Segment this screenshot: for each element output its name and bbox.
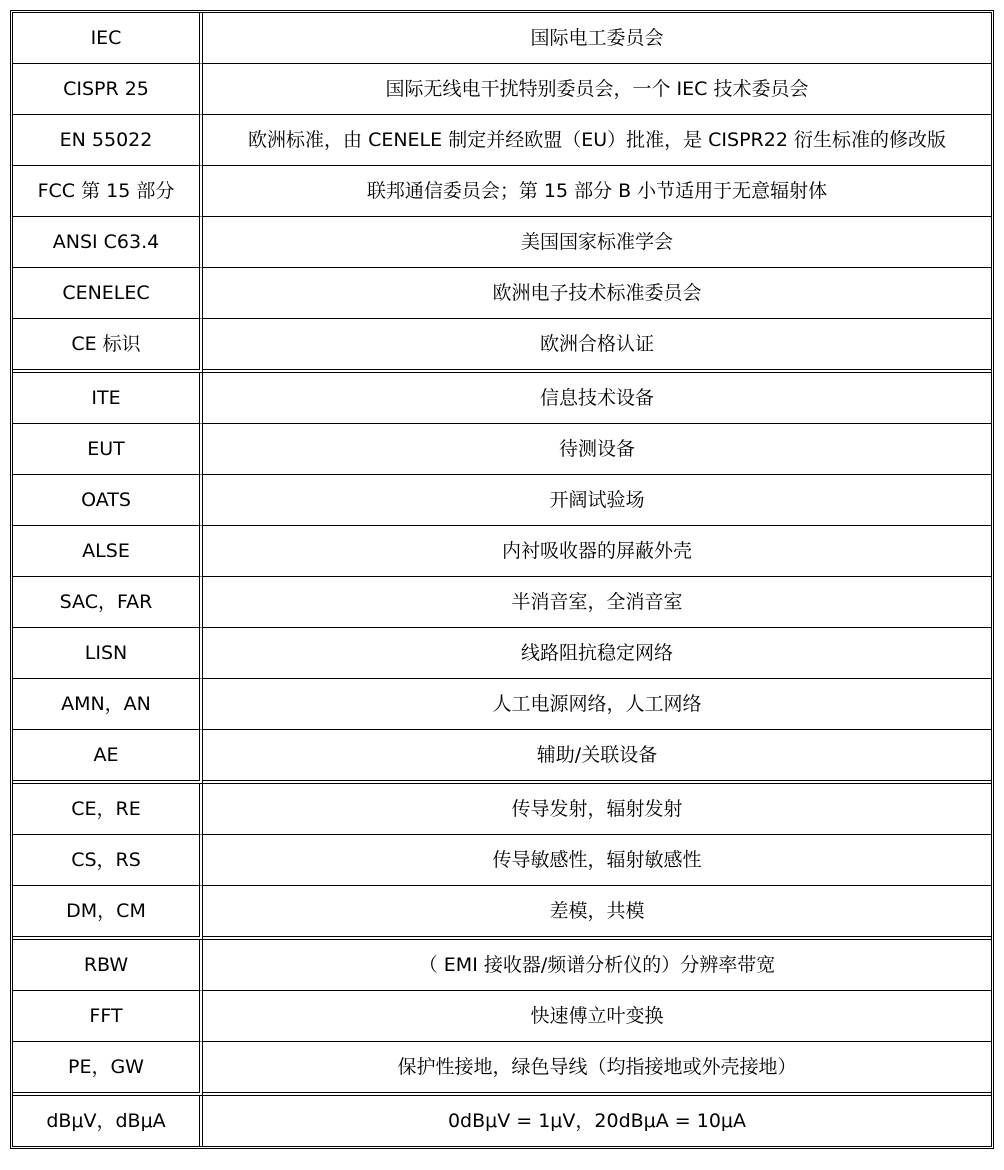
definition-cell: 保护性接地，绿色导线（均指接地或外壳接地）: [203, 1042, 991, 1096]
term-cell: DM，CM: [13, 886, 203, 940]
definition-cell: 传导发射，辐射发射: [203, 784, 991, 835]
term-cell: EN 55022: [13, 115, 203, 166]
table-row: [13, 991, 991, 1042]
glossary-table: [10, 10, 994, 1149]
term-cell: ITE: [13, 373, 203, 424]
term-cell: dBμV，dBμA: [13, 1096, 203, 1146]
definition-cell: 内衬吸收器的屏蔽外壳: [203, 526, 991, 577]
table-row: [13, 628, 991, 679]
definition-cell: 美国国家标准学会: [203, 217, 991, 268]
term-cell: CE 标识: [13, 319, 203, 373]
definition-cell: 欧洲电子技术标准委员会: [203, 268, 991, 319]
table-row: [13, 526, 991, 577]
term-cell: IEC: [13, 13, 203, 64]
term-cell: LISN: [13, 628, 203, 679]
definition-cell: 待测设备: [203, 424, 991, 475]
definition-cell: 0dBμV = 1μV，20dBμA = 10μA: [447, 1110, 747, 1132]
table-row: [13, 115, 991, 166]
term-cell: FCC 第 15 部分: [13, 166, 203, 217]
table-row: [13, 730, 991, 784]
table-row: [13, 886, 991, 940]
term-cell: AMN，AN: [13, 679, 203, 730]
term-cell: ANSI C63.4: [13, 217, 203, 268]
definition-cell: 欧洲标准，由 CENELE 制定并经欧盟（EU）批准，是 CISPR22 衍生标准的修改版: [203, 115, 991, 166]
definition-cell: 差模，共模: [203, 886, 991, 940]
table-row: [13, 940, 991, 991]
definition-cell: 半消音室，全消音室: [203, 577, 991, 628]
table-row: [13, 475, 991, 526]
definition-cell: （ EMI 接收器/频谱分析仪的）分辨率带宽: [203, 940, 991, 991]
definition-cell: 欧洲合格认证: [203, 319, 991, 373]
term-cell: RBW: [13, 940, 203, 991]
table-row: [13, 166, 991, 217]
definition-cell: 联邦通信委员会；第 15 部分 B 小节适用于无意辐射体: [203, 166, 991, 217]
definition-cell: 人工电源网络，人工网络: [203, 679, 991, 730]
table-row: [13, 424, 991, 475]
table-row: [13, 835, 991, 886]
definition-cell: 信息技术设备: [203, 373, 991, 424]
table-row: [13, 64, 991, 115]
table-row: [13, 319, 991, 373]
table-row: [13, 217, 991, 268]
table-row: [13, 679, 991, 730]
term-cell: ALSE: [13, 526, 203, 577]
term-cell: FFT: [13, 991, 203, 1042]
table-row: [13, 13, 991, 64]
term-cell: CISPR 25: [13, 64, 203, 115]
term-cell: EUT: [13, 424, 203, 475]
term-cell: AE: [13, 730, 203, 784]
table-row: [13, 577, 991, 628]
table-row: [13, 1096, 991, 1146]
table-row: [13, 1042, 991, 1096]
definition-cell: 快速傅立叶变换: [203, 991, 991, 1042]
definition-cell: 国际电工委员会: [203, 13, 991, 64]
table-row: [13, 784, 991, 835]
term-cell: CENELEC: [13, 268, 203, 319]
term-cell: OATS: [13, 475, 203, 526]
term-cell: CE，RE: [13, 784, 203, 835]
definition-cell: 传导敏感性，辐射敏感性: [203, 835, 991, 886]
term-cell: PE，GW: [13, 1042, 203, 1096]
definition-cell: 线路阻抗稳定网络: [203, 628, 991, 679]
term-cell: SAC，FAR: [13, 577, 203, 628]
term-cell: CS，RS: [13, 835, 203, 886]
table-row: [13, 373, 991, 424]
definition-cell: 国际无线电干扰特别委员会，一个 IEC 技术委员会: [203, 64, 991, 115]
glossary-body: [13, 13, 991, 1146]
definition-cell: 开阔试验场: [203, 475, 991, 526]
definition-cell: 辅助/关联设备: [203, 730, 991, 784]
table-row: [13, 268, 991, 319]
